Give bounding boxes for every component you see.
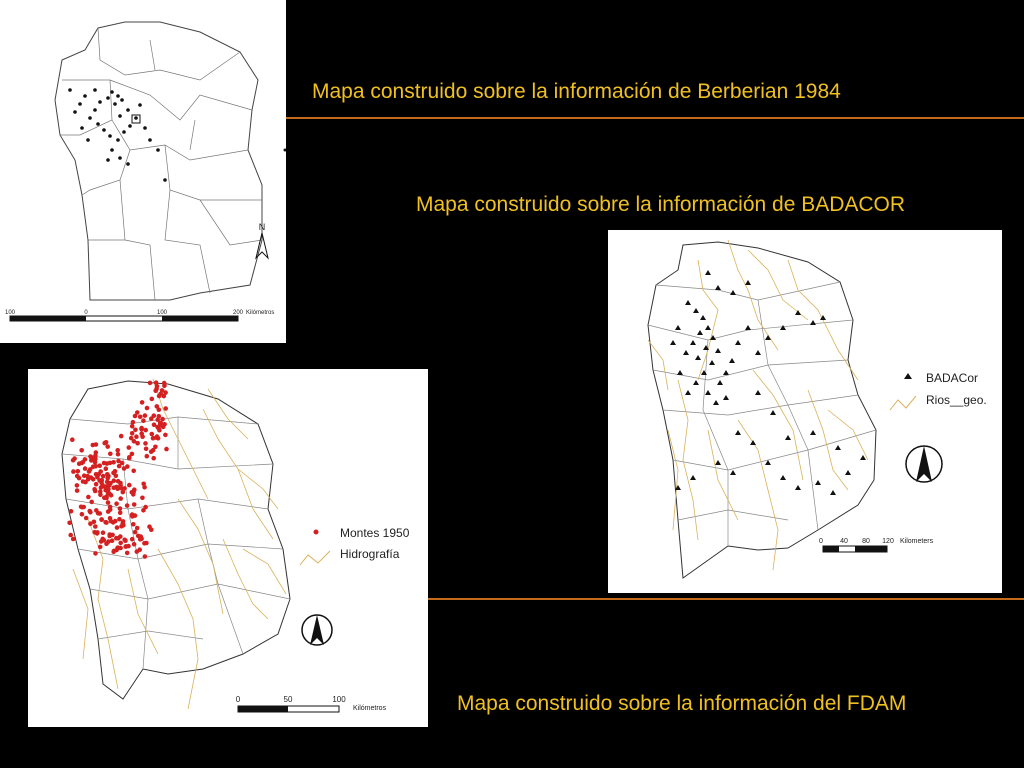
north-arrow [906,446,942,482]
scale-label: 80 [862,538,870,545]
montes-point [104,494,109,499]
montes-point [143,505,148,510]
montes-point [94,482,99,487]
scale-label: 0 [235,695,241,704]
divider-bottom [428,598,1024,600]
map-berberian-svg [0,0,286,343]
montes-point [119,486,124,491]
montes-point [80,505,85,510]
montes-point [104,542,109,547]
montes-point [118,506,123,511]
montes-point [93,524,98,529]
legend-symbol-rivers [890,396,916,410]
montes-point [115,448,120,453]
montes-point [108,507,113,512]
montes-point [114,474,119,479]
montes-point [105,444,110,449]
scale-label: 40 [840,538,848,545]
map-fdam-svg [28,369,428,727]
badacor-points [670,270,866,495]
montes-point [75,488,80,493]
montes-point [93,457,98,462]
montes-point [68,533,73,538]
montes-point [118,541,123,546]
montes-point [109,493,114,498]
montes-point [162,381,167,386]
legend-symbol-rivers [300,551,330,565]
department-borders [60,28,262,300]
montes-point [99,518,104,523]
montes-point [116,479,121,484]
montes-point [140,496,145,501]
montes-point [81,479,86,484]
montes-point [132,487,137,492]
rivers [648,240,868,570]
montes-point [147,524,152,529]
montes-point [135,441,140,446]
montes-point [163,433,168,438]
montes-point [75,483,80,488]
province-outline [55,22,262,300]
department-borders [648,282,876,546]
montes-point [129,436,134,441]
montes-point [101,474,106,479]
montes-point [88,521,93,526]
scale-units: Kilometers [900,538,934,545]
montes-point [140,434,145,439]
montes-point [151,436,156,441]
montes-point [144,541,149,546]
montes-point [75,474,80,479]
montes-point [93,489,98,494]
montes-point [137,547,142,552]
montes-point [93,551,98,556]
montes-point [116,546,121,551]
montes-point [155,417,160,422]
montes-point [100,478,105,483]
province-outline [648,242,876,578]
scale-label: 50 [283,695,293,704]
montes-point [162,422,167,427]
montes-point [125,503,130,508]
montes-point [164,447,169,452]
montes-point [98,469,103,474]
montes-point [116,459,121,464]
montes-point [89,500,94,505]
montes-point [108,452,113,457]
montes-point [138,415,143,420]
montes-point [150,397,155,402]
montes-point [150,432,155,437]
caption-fdam: Mapa construido sobre la información del FDAM [457,692,907,715]
montes-point [86,477,91,482]
montes-point [135,526,140,531]
caption-badacor: Mapa construido sobre la información de BADACOR [416,193,906,216]
montes-point [143,441,148,446]
montes-point [131,469,136,474]
montes-point [80,512,85,517]
montes-point [145,454,150,459]
montes-point [88,454,93,459]
montes-point [83,466,88,471]
montes-point [121,523,126,528]
montes-point [104,520,109,525]
montes-point [94,442,99,447]
montes-point [134,434,139,439]
montes-point [158,423,163,428]
scale-label: 100 [4,310,16,316]
montes-point [114,501,119,506]
montes-point [104,466,109,471]
montes-point [106,474,111,479]
montes-point [130,452,135,457]
montes-point [135,410,140,415]
divider-top [286,117,1024,119]
scale-label: 120 [882,538,894,545]
montes-point [132,502,137,507]
montes-point [98,545,103,550]
montes-point [163,406,168,411]
montes-point [145,406,150,411]
montes-point [130,431,135,436]
montes-point [121,519,126,524]
montes-point [104,440,109,445]
scale-label: 200 [232,310,244,316]
montes-point [118,496,123,501]
montes-point [86,495,91,500]
montes-point [71,537,76,542]
montes-point [106,500,111,505]
montes-point [76,469,81,474]
montes-point [125,464,130,469]
fdam-points [67,380,169,558]
montes-point [67,521,72,526]
legend-label: Hidrografía [340,547,400,561]
scale-label: 100 [332,695,346,704]
montes-point [87,509,92,514]
montes-point [99,539,104,544]
north-arrow [302,615,332,645]
montes-point [91,464,96,469]
montes-point [160,417,165,422]
montes-point [130,424,135,429]
montes-point [149,416,154,421]
montes-point [154,380,159,385]
montes-point [156,436,161,441]
montes-point [126,544,131,549]
montes-point [132,542,137,547]
montes-point [106,487,111,492]
montes-point [81,460,86,465]
montes-point [119,434,124,439]
montes-point [114,485,119,490]
legend-label: BADACor [926,371,979,385]
montes-point [70,437,75,442]
montes-point [96,511,101,516]
montes-point [139,427,144,432]
map-berberian [0,0,286,343]
montes-point [125,551,130,556]
montes-point [157,407,162,412]
montes-point [101,530,106,535]
montes-point [82,473,87,478]
montes-point [111,549,116,554]
montes-point [143,413,148,418]
scale-label: 0 [819,538,823,545]
montes-point [141,482,146,487]
map-badacor-svg [608,230,1002,593]
montes-point [79,448,84,453]
montes-point [118,510,123,515]
montes-point [127,483,132,488]
montes-point [133,513,138,518]
montes-point [140,400,145,405]
scale-label: 0 [84,310,88,316]
montes-point [98,493,103,498]
montes-point [84,516,89,521]
legend-label: Montes 1950 [340,526,410,540]
montes-point [151,456,156,461]
montes-point [69,509,74,514]
montes-point [122,538,127,543]
montes-point [95,530,100,535]
legend-symbol-badacor [904,373,912,379]
montes-point [116,452,121,457]
montes-point [111,520,116,525]
montes-point [130,537,135,542]
montes-point [138,537,143,542]
montes-point [102,461,107,466]
map-fdam [28,369,428,727]
montes-point [107,534,112,539]
montes-point [143,554,148,559]
montes-point [131,522,136,527]
scale-bar [5,310,274,321]
map-badacor [608,230,1002,593]
montes-point [133,428,138,433]
montes-point [141,418,146,423]
scale-bar [819,538,934,552]
montes-point [101,484,106,489]
montes-point [144,447,149,452]
scale-units: Kilómetros [246,310,275,316]
montes-point [162,394,167,399]
montes-point [91,477,96,482]
montes-point [131,420,136,425]
montes-point [71,458,76,463]
caption-berberian: Mapa construido sobre la información de Berberian 1984 [312,80,841,103]
scale-bar [236,695,387,712]
scale-units: Kilómetros [353,705,387,712]
montes-point [117,464,122,469]
montes-point [133,530,138,535]
montes-point [114,536,119,541]
montes-point [115,525,120,530]
montes-point [153,445,158,450]
montes-point [148,381,153,386]
legend-symbol-montes [314,530,319,535]
legend [890,371,987,410]
montes-point [127,456,132,461]
montes-point [143,428,148,433]
montes-point [97,463,102,468]
montes-point [71,469,76,474]
north-label: N [258,222,266,232]
legend-label: Rios__geo. [926,393,987,407]
legend [300,526,410,565]
montes-point [131,492,136,497]
montes-point [108,481,113,486]
scale-label: 100 [156,310,168,316]
montes-point [127,445,132,450]
